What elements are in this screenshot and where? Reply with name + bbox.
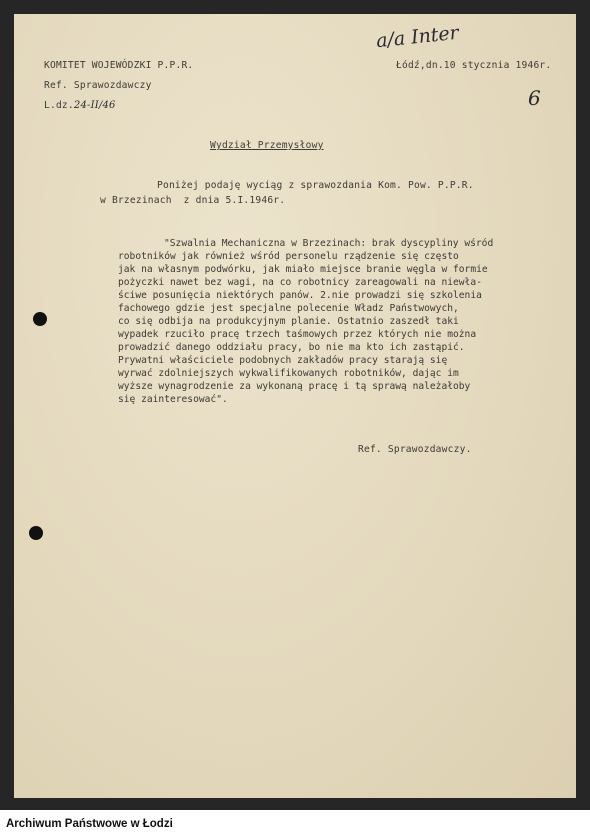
archive-name: Archiwum Państwowe w Łodzi [6,818,173,830]
quote-line: wypadek rzuciło pracę trzech taśmowych przez których nie można [118,329,477,340]
quote-line: robotników jak również wśród personelu rządzenie się często [118,251,459,262]
intro-line-2: w Brzezinach z dnia 5.I.1946r. [100,195,286,206]
handwritten-annotation: a/a Inter [375,21,460,53]
quote-line: się zainteresować". [118,394,228,405]
quote-line: co się odbija na produkcyjnym planie. Ostatnio zaszedł taki [118,316,459,327]
department-name: Ref. Sprawozdawczy [44,80,152,91]
quote-line: pożyczki nawet bez wagi, na co robotnicy zareagowali na niewła- [118,277,482,288]
org-name: KOMITET WOJEWÓDZKI P.P.R. [44,60,194,71]
quote-line: wyrwać zdolniejszych wykwalifikowanych robotników, dając im [118,368,459,379]
document-page [14,14,576,798]
quote-line: ściwe posunięcia niektórych panów. 2.nie prowadzi się szkolenia [118,290,482,301]
quote-line: Prywatni właściciele podobnych zakładów pracy starają się [118,355,448,366]
section-title: Wydział Przemysłowy [210,140,324,151]
reference-number [44,100,116,111]
handwritten-page-number: 6 [528,86,541,110]
quote-line: fachowego gdzie jest specjalne polecenie Władz Państwowych, [118,303,459,314]
quote-line: jak na własnym podwórku, jak miało miejsce branie węgla w formie [118,264,488,275]
punch-hole [33,312,47,326]
intro-line-1: Poniżej podaję wyciąg z sprawozdania Kom. Pow. P.P.R. [157,180,474,191]
quote-line: "Szwalnia Mechaniczna w Brzezinach: brak dyscypliny wśród [164,238,494,249]
punch-hole [29,526,43,540]
place-date: Łódź,dn.10 stycznia 1946r. [396,60,552,71]
reference-prefix: L.dz. [44,100,74,111]
reference-value: 24-II/46 [73,100,116,111]
signature-block: Ref. Sprawozdawczy. [358,444,472,455]
archive-footer [0,810,590,840]
quote-line: wyższe wynagrodzenie za wykonaną pracę i tą sprawą należałoby [118,381,471,392]
quote-line: prowadzić danego oddziału pracy, bo nie ma kto ich zastąpić. [118,342,465,353]
